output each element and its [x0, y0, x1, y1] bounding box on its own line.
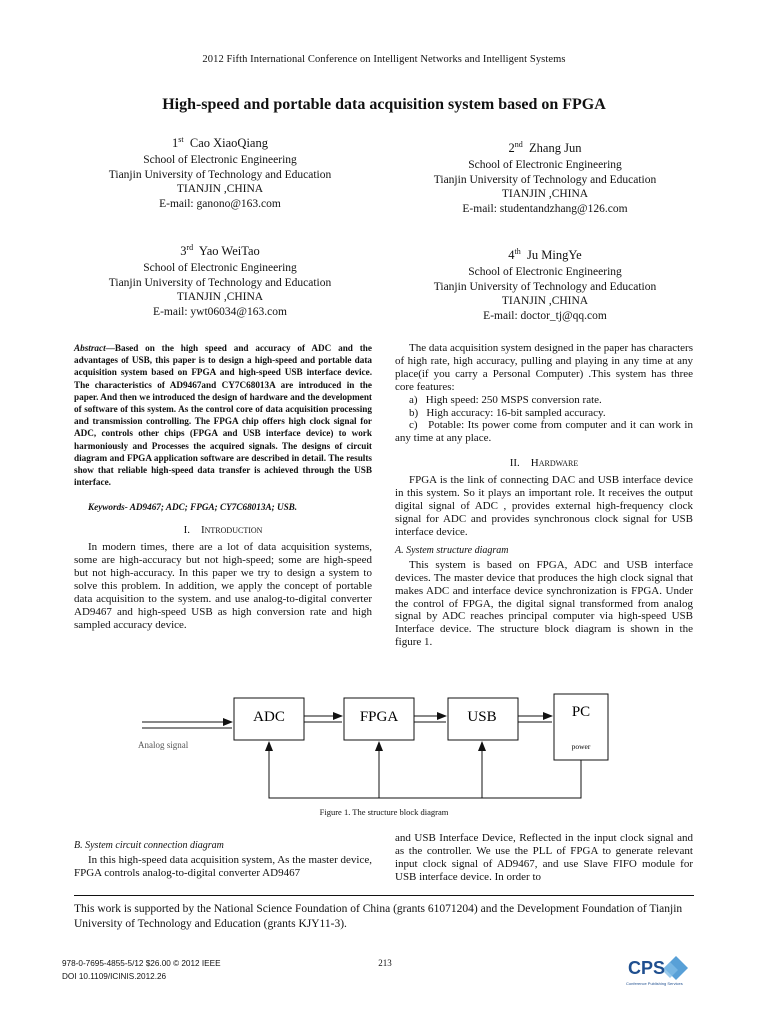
lower-right-column [395, 832, 693, 884]
right-intro-paragraph: The data acquisition system designed in the paper has characters of high rate, high accuracy, pulling and playing in any time at any place(if you carry a Personal Computer) .This system has three core features: [395, 342, 693, 393]
abstract-label: Abstract [74, 343, 106, 353]
usb-block-label: USB [467, 709, 497, 725]
intro-paragraph: In modern times, there are a lot of data acquisition systems, some are high-accuracy but not high-speed; some are high-speed but not high-accuracy. In this paper we try to design a system to solve this problem. In addition, we apply the concept of portable data acquisition to the system. and use analog-to-digital converter AD9467 and high-speed USB as high conversion rate and high sampled accuracy device. [74, 541, 372, 631]
author-block-2 [390, 135, 700, 216]
lower-left-column [74, 840, 372, 880]
section-number: I. [183, 524, 190, 537]
author-name: Zhang Jun [529, 141, 582, 156]
page-number: 213 [378, 958, 392, 968]
author-block-4 [390, 242, 700, 323]
left-column [74, 342, 372, 632]
author-university: Tianjin University of Technology and Education [433, 280, 657, 293]
subsection-structure-heading: A. System structure diagram [395, 544, 509, 556]
author-ordinal-suffix: st [178, 135, 184, 144]
structure-paragraph: This system is based on FPGA, ADC and USB interface devices. The master device that produces the high clock signal that makes ADC and interface device synchronization is FPGA. Under the control of FPGA, the digital signal transformed from analog signal by ADC reaches principal computer via high-speed USB Interface device. The structure block diagram is shown in the figure 1. [395, 558, 693, 649]
keywords: Keywords- AD9467; ADC; FPGA; CY7C68013A; USB. [88, 502, 298, 513]
author-ordinal: 4 [508, 248, 515, 263]
adc-block-label: ADC [253, 709, 285, 725]
section-number: II. [509, 457, 520, 470]
author-email: E-mail: doctor_tj@qq.com [483, 309, 607, 322]
author-name: Cao XiaoQiang [189, 136, 268, 151]
footer-doi: DOI 10.1109/ICINIS.2012.26 [62, 972, 167, 981]
section-title: Hardware [530, 457, 579, 470]
author-ordinal: 2 [508, 141, 515, 156]
circuit-paragraph: In this high-speed data acquisition system, As the master device, FPGA controls analog-to-digital converter AD9467 [74, 854, 372, 879]
abstract [74, 342, 372, 488]
author-location: TIANJIN ,CHINA [176, 291, 264, 304]
author-ordinal-suffix: th [514, 247, 521, 256]
author-school: School of Electronic Engineering [143, 262, 297, 275]
author-university: Tianjin University of Technology and Education [108, 276, 332, 289]
author-school: School of Electronic Engineering [468, 159, 622, 172]
author-school: School of Electronic Engineering [143, 154, 297, 167]
author-ordinal-suffix: nd [514, 140, 523, 149]
feature-item-c: c) Potable: Its power come from computer and it can work in any time at any place. [395, 419, 693, 445]
author-email: E-mail: ganono@163.com [159, 197, 281, 210]
author-ordinal-suffix: rd [186, 243, 194, 252]
subsection-circuit-heading: B. System circuit connection diagram [74, 840, 224, 851]
author-location: TIANJIN ,CHINA [176, 183, 264, 196]
analog-signal-label: Analog signal [138, 740, 189, 750]
author-block-1 [70, 130, 370, 211]
author-location: TIANJIN ,CHINA [501, 295, 589, 308]
feature-item-a: a) High speed: 250 MSPS conversion rate. [409, 393, 602, 406]
fpga-block-label: FPGA [359, 709, 399, 725]
figure-caption: Figure 1. The structure block diagram [319, 807, 449, 817]
pc-block-label: PC [571, 704, 591, 720]
abstract-text: —Based on the high speed and accuracy of ADC and the advantages of USB, this paper is to design a high-speed and portable data acquisition system based on FPGA and high-speed USB interface device. The characteristics of AD9467and CY7C68013A are introduced in the paper. And then we introduced the design of hardware and the development of software of this system. As the control core of data acquisition processing and transmission controlling. The FPGA chip offers high clock signal for ADC, controls other chips (FPGA and USB interface device) to work harmoniously and Processes the acquired signals. The designs of circuit diagram and FPGA application software are described in detail. The results show that reliable high-speed data transfer is achieved through the USB interface. [74, 343, 372, 488]
hardware-paragraph: FPGA is the link of connecting DAC and USB interface device in this system. So it plays an important role. It receives the output digital signal of ADC , provides external high-frequency clock signal for ADC and provides synchronous clock signal for USB interface device. [395, 474, 693, 538]
author-university: Tianjin University of Technology and Education [108, 168, 332, 181]
author-university: Tianjin University of Technology and Education [433, 173, 657, 186]
author-ordinal: 1 [172, 136, 179, 151]
cps-logo [626, 952, 696, 992]
footer-isbn: 978-0-7695-4855-5/12 $26.00 © 2012 IEEE [62, 959, 221, 968]
author-ordinal: 3 [180, 244, 187, 259]
author-email: E-mail: studentandzhang@126.com [462, 202, 628, 215]
section-hardware-heading [395, 457, 693, 469]
author-location: TIANJIN ,CHINA [501, 188, 589, 201]
footnote: This work is supported by the National Science Foundation of China (grants 61071204) and the Development Foundation of Tianjin University of Technology and Education (grants KJY11-3). [74, 903, 683, 930]
right-column [395, 342, 693, 649]
cps-logo-subtext: Conference Publishing Services [626, 981, 683, 986]
section-title: Introduction [200, 524, 263, 537]
paper-title: High-speed and portable data acquisition system based on FPGA [162, 96, 606, 113]
conference-header: 2012 Fifth International Conference on Intelligent Networks and Intelligent Systems [202, 54, 566, 65]
author-school: School of Electronic Engineering [468, 266, 622, 279]
cps-logo-text: CPS [628, 958, 666, 978]
author-email: E-mail: ywt06034@163.com [153, 305, 287, 318]
structure-block-diagram [120, 692, 680, 824]
author-name: Ju MingYe [527, 248, 582, 263]
power-line-adc [269, 742, 581, 798]
section-intro-heading [74, 524, 372, 536]
author-block-3 [70, 238, 370, 319]
author-name: Yao WeiTao [198, 244, 260, 259]
feature-item-b: b) High accuracy: 16-bit sampled accuracy. [409, 406, 606, 419]
circuit-continuation-paragraph: and USB Interface Device, Reflected in the input clock signal and as the controller. We use the PLL of FPGA to generate relevant input clock signal of AD9467, and use Slave FIFO module for USB interface device. In order to [395, 832, 693, 883]
footnote-rule [74, 895, 694, 896]
power-label: power [571, 742, 591, 751]
